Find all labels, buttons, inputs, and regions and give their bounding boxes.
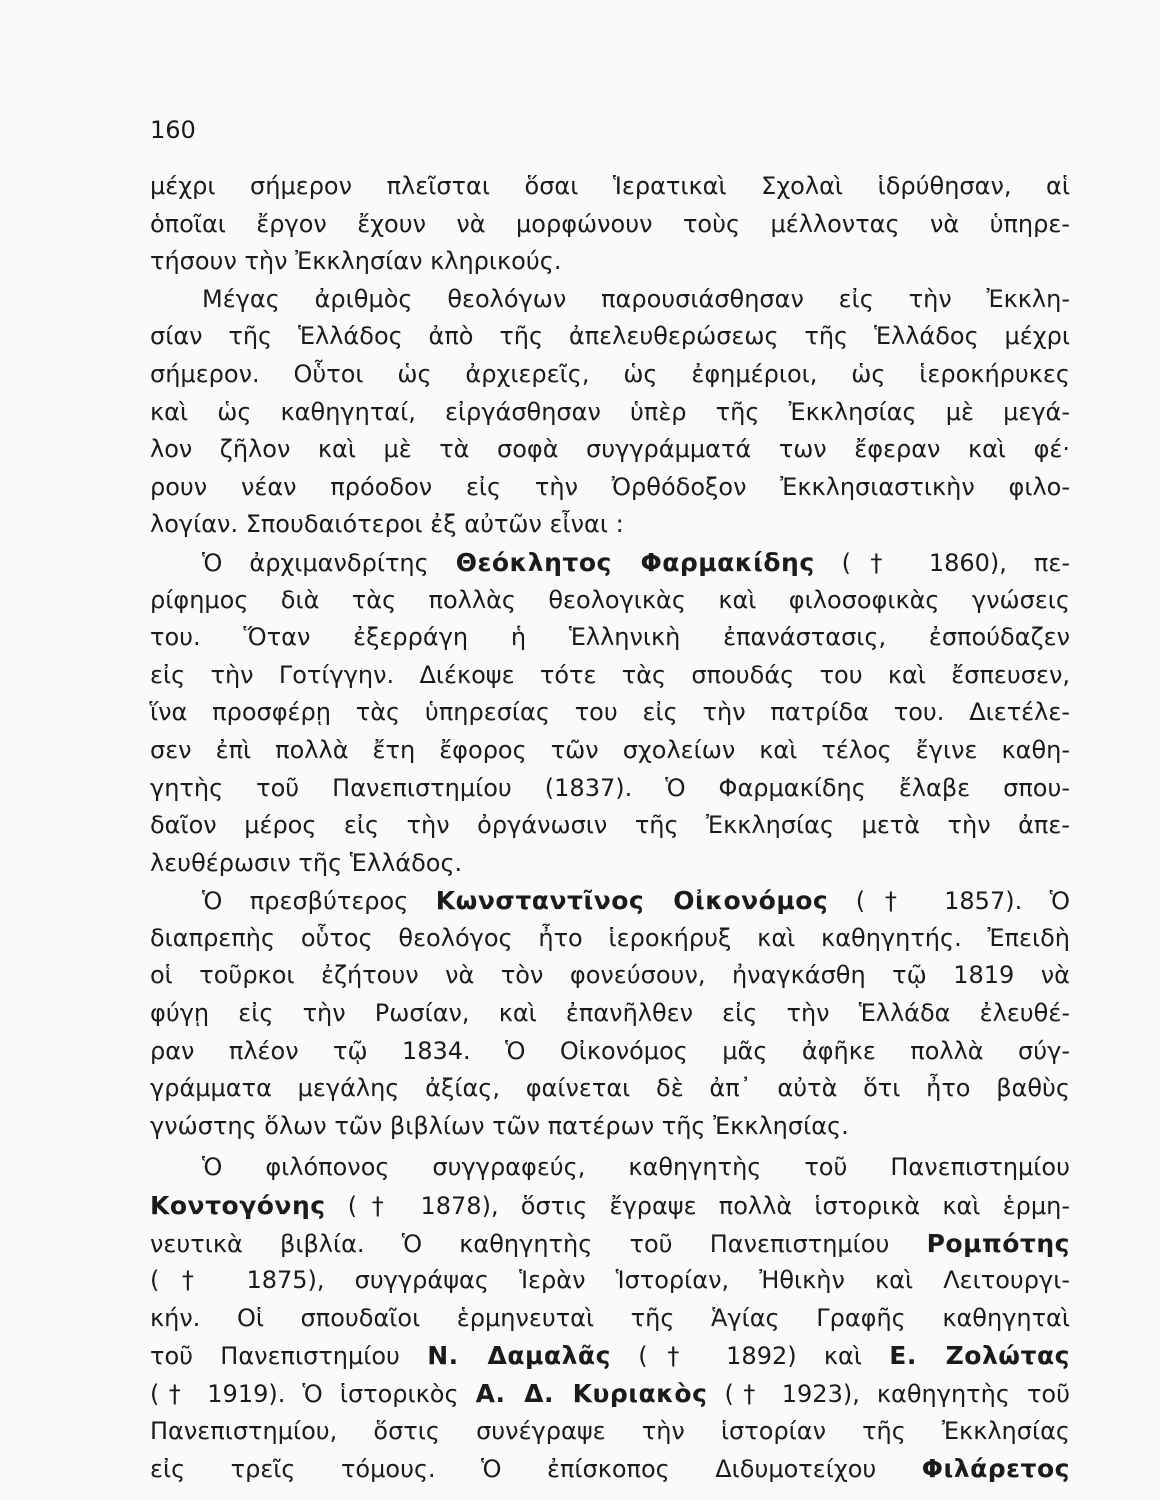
name-filaretos: Φιλάρετος <box>921 1454 1070 1484</box>
text-line: σεν ἐπὶ πολλὰ ἔτη ἔφορος τῶν σχολείων καὶ τέλος ἔγινε καθη- <box>150 735 1070 764</box>
line-text: († 1857). Ὁ <box>828 887 1070 916</box>
text-line: φύγῃ εἰς τὴν Ρωσίαν, καὶ ἐπανῆλθεν εἰς τὴν Ἑλλάδα ἐλευθέ- <box>150 999 1070 1028</box>
line-text: Ὁ ἀρχιμανδρίτης <box>202 548 456 577</box>
name-oikonomos: Κωνσταντῖνος Οἰκονόμος <box>435 886 829 916</box>
text-line: γνώστης ὅλων τῶν βιβλίων τῶν πατέρων τῆς Ἐκκλησίας. <box>150 1111 849 1140</box>
text-line <box>150 1225 1070 1263</box>
text-line: σίαν τῆς Ἑλλάδος ἀπὸ τῆς ἀπελευθερώσεως τῆς Ἑλλάδος μέχρι <box>150 322 1070 351</box>
line-text: († 1860), πε- <box>814 548 1070 577</box>
text-line: κήν. Οἱ σπουδαῖοι ἑρμηνευταὶ τῆς Ἁγίας Γραφῆς καθηγηταὶ <box>150 1303 1070 1332</box>
text-line: γράμματα μεγάλης ἀξίας, φαίνεται δὲ ἀπ᾽ αὐτὰ ὅτι ἦτο βαθὺς <box>150 1074 1070 1103</box>
name-kontogonis: Κοντογόνης <box>150 1191 326 1221</box>
text-line: δαῖον μέρος εἰς τὴν ὀργάνωσιν τῆς Ἐκκλησίας μετὰ τὴν ἀπε- <box>150 811 1070 840</box>
text-line: ρουν νέαν πρόοδον εἰς τὴν Ὀρθόδοξον Ἐκκλησιαστικὴν φιλο- <box>150 472 1070 501</box>
text-line: καὶ ὡς καθηγηταί, εἰργάσθησαν ὑπὲρ τῆς Ἐκκλησίας μὲ μεγά- <box>150 397 1070 426</box>
line-text: εἰς τρεῖς τόμους. Ὁ ἐπίσκοπος Διδυμοτείχου <box>150 1455 922 1484</box>
page-number: 160 <box>150 116 196 144</box>
name-farmakidis: Θεόκλητος Φαρμακίδης <box>455 547 815 577</box>
text-line: σήμερον. Οὗτοι ὡς ἀρχιερεῖς, ὡς ἐφημέριοι, ὡς ἱεροκήρυκες <box>150 359 1070 388</box>
text-line: Πανεπιστημίου, ὅστις συνέγραψε τὴν ἱστορίαν τῆς Ἐκκλησίας <box>150 1416 1070 1445</box>
text-line: διαπρεπὴς οὗτος θεολόγος ἦτο ἱεροκήρυξ καὶ καθηγητής. Ἐπειδὴ <box>150 923 1070 952</box>
text-line <box>150 544 1070 582</box>
line-text: Ὁ πρεσβύτερος <box>202 887 436 916</box>
name-kyriakos: Α. Δ. Κυριακὸς <box>475 1379 708 1408</box>
name-zolotas: Ε. Ζολώτας <box>889 1341 1070 1371</box>
text-line: τήσουν τὴν Ἐκκλησίαν κληρικούς. <box>150 247 562 276</box>
text-line: Μέγας ἀριθμὸς θεολόγων παρουσιάσθησαν εἰς τὴν Ἐκκλη- <box>202 284 1070 313</box>
text-line <box>150 1375 1070 1413</box>
line-text: († 1892) καὶ <box>610 1342 890 1371</box>
text-line: († 1875), συγγράψας Ἱερὰν Ἱστορίαν, Ἠθικὴν καὶ Λειτουργι- <box>150 1266 1070 1295</box>
text-line <box>150 1450 1070 1488</box>
text-line: ὁποῖαι ἔργον ἔχουν νὰ μορφώνουν τοὺς μέλλοντας νὰ ὑπηρε- <box>150 209 1070 238</box>
text-line: γητὴς τοῦ Πανεπιστημίου (1837). Ὁ Φαρμακίδης ἔλαβε σπου- <box>150 773 1070 802</box>
body-text <box>150 168 1070 1488</box>
line-text: († 1923), καθηγητὴς τοῦ <box>707 1380 1070 1408</box>
text-line <box>150 882 1070 920</box>
line-text: νευτικὰ βιβλία. Ὁ καθηγητὴς τοῦ Πανεπιστημίου <box>150 1229 927 1258</box>
text-line: μέχρι σήμερον πλεῖσται ὅσαι Ἱερατικαὶ Σχολαὶ ἱδρύθησαν, αἱ <box>150 172 1070 200</box>
text-line: οἱ τοῦρκοι ἐζήτουν νὰ τὸν φονεύσουν, ἠναγκάσθη τῷ 1819 νὰ <box>150 961 1070 990</box>
text-line: του. Ὅταν ἐξερράγη ἡ Ἑλληνικὴ ἐπανάστασις, ἐσπούδαζεν <box>150 623 1070 652</box>
name-damalas: Ν. Δαμαλᾶς <box>427 1341 611 1371</box>
name-rompotis: Ρομπότης <box>926 1228 1070 1258</box>
text-line: λογίαν. Σπουδαιότεροι ἐξ αὐτῶν εἶναι : <box>150 510 624 539</box>
line-text: († 1878), ὅστις ἔγραψε πολλὰ ἱστορικὰ καὶ ἑρμη- <box>325 1192 1070 1221</box>
line-text: († 1919). Ὁ ἱστορικὸς <box>150 1380 476 1408</box>
text-line <box>150 1337 1070 1375</box>
text-line: λευθέρωσιν τῆς Ἑλλάδος. <box>150 848 463 877</box>
text-line <box>150 1187 1070 1225</box>
line-text: τοῦ Πανεπιστημίου <box>150 1342 428 1371</box>
text-line: εἰς τὴν Γοτίγγην. Διέκοψε τότε τὰς σπουδάς του καὶ ἔσπευσεν, <box>150 660 1070 689</box>
text-line: ραν πλέον τῷ 1834. Ὁ Οἰκονόμος μᾶς ἀφῆκε πολλὰ σύγ- <box>150 1036 1070 1065</box>
text-line: λον ζῆλον καὶ μὲ τὰ σοφὰ συγγράμματά των ἔφεραν καὶ φέ· <box>150 435 1070 464</box>
text-line: ἵνα προσφέρῃ τὰς ὑπηρεσίας του εἰς τὴν πατρίδα του. Διετέλε- <box>150 698 1070 727</box>
text-line: Ὁ φιλόπονος συγγραφεύς, καθηγητὴς τοῦ Πανεπιστημίου <box>202 1153 1070 1182</box>
text-line: ρίφημος διὰ τὰς πολλὰς θεολογικὰς καὶ φιλοσοφικὰς γνώσεις <box>150 585 1070 614</box>
